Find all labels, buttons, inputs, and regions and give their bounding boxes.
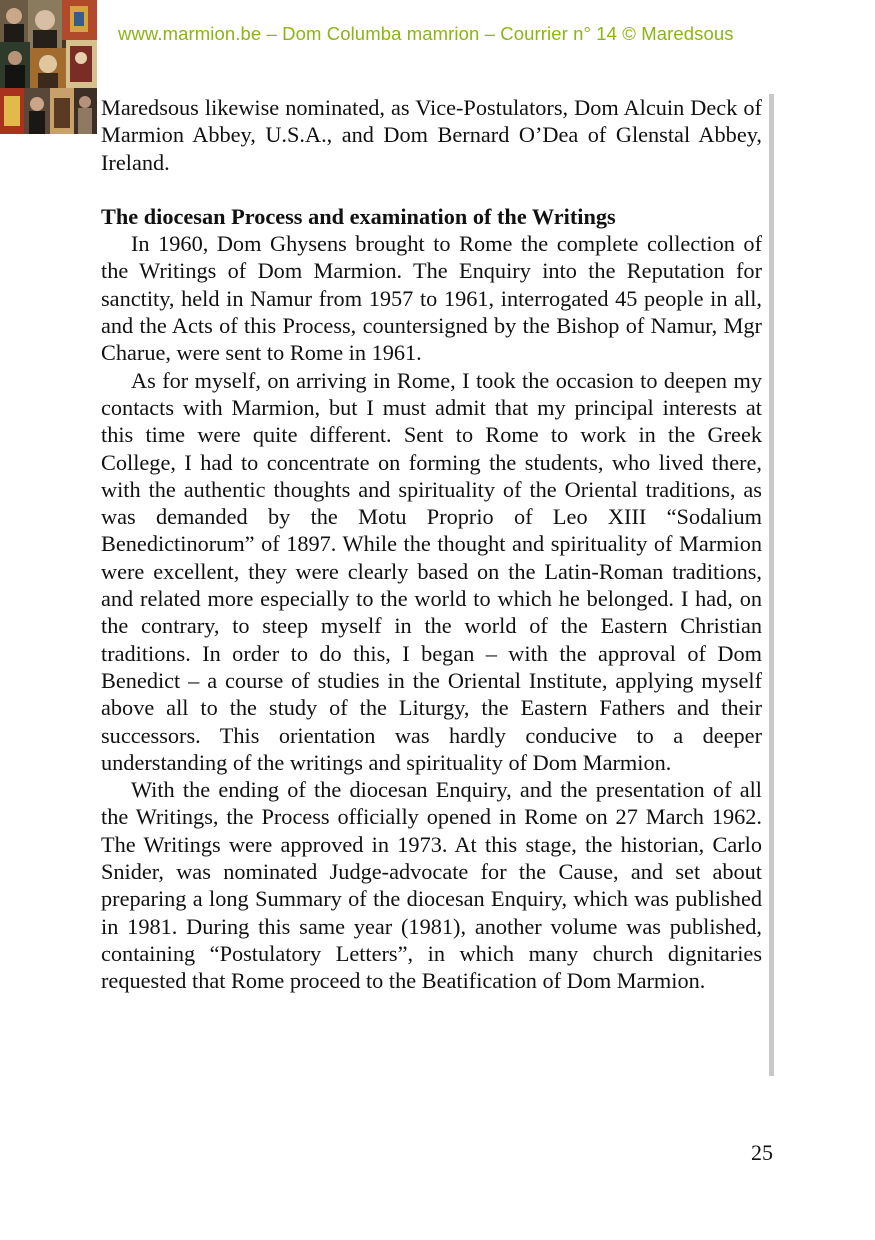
header-website-link[interactable]: www.marmion.be – Dom Columba mamrion – Courrier n° 14 © Maredsous — [118, 23, 734, 44]
continuation-paragraph: Maredsous likewise nominated, as Vice-Postulators, Dom Alcuin Deck of Marmion Abbey, U.S.A., and Dom Bernard O’Dea of Glenstal Abbey, Ireland. — [101, 95, 762, 175]
collage-portraits-image — [0, 0, 97, 134]
page-number: 25 — [751, 1140, 773, 1165]
margin-vertical-rule — [769, 94, 774, 1076]
body-paragraph: As for myself, on arriving in Rome, I took the occasion to deepen my contacts with Marmion, but I must admit that my principal interests at this time were quite different. Sent to Rome to work in the Greek College, I had to concentrate on forming the students, who lived there, with the authentic thoughts and spirituality of the Oriental traditions, as was demanded by the Motu Proprio of Leo XIII “Sodalium Benedictinorum” of 1897. While the thought and spirituality of Marmion were excellent, they were clearly based on the Latin-Roman traditions, and related more especially to the world to which he belonged. I had, on the contrary, to steep myself in the world of the Eastern Christian traditions. In order to do this, I began – with the approval of Dom Benedict – a course of studies in the Oriental Institute, applying myself above all to the study of the Liturgy, the Eastern Fathers and their successors. This orientation was hardly conducive to a deeper understanding of the writings and spirituality of Dom Marmion. — [101, 367, 762, 775]
section-heading: The diocesan Process and examination of the Writings — [101, 203, 616, 229]
body-paragraph: In 1960, Dom Ghysens brought to Rome the complete collection of the Writings of Dom Marmion. The Enquiry into the Reputation for sanctity, held in Namur from 1957 to 1961, interrogated 45 people in all, and the Acts of this Process, countersigned by the Bishop of Namur, Mgr Charue, were sent to Rome in 1961. — [101, 231, 762, 366]
body-paragraph: With the ending of the diocesan Enquiry, and the presentation of all the Writings, the Process officially opened in Rome on 27 March 1962. The Writings were approved in 1973. At this stage, the historian, Carlo Snider, was nominated Judge-advocate for the Cause, and set about preparing a long Summary of the diocesan Enquiry, which was published in 1981. During this same year (1981), another volume was published, containing “Postulatory Letters”, in which many church dignitaries requested that Rome proceed to the Beatification of Dom Marmion. — [101, 777, 762, 994]
article-body — [101, 94, 762, 995]
header-photo-collage — [0, 0, 97, 134]
